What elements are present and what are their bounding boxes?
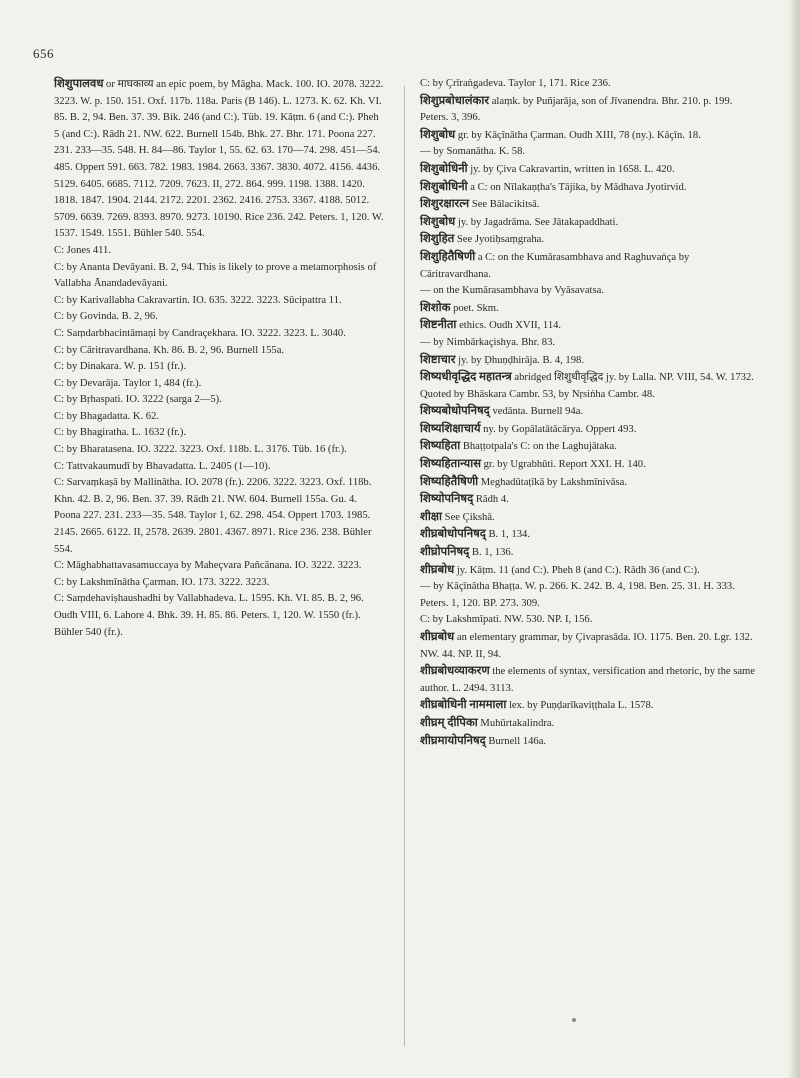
index-entry [420,612,760,629]
left-column [54,76,384,641]
index-entry [54,260,384,293]
entry-text: a C: on Nīlakaṇṭha's Tājika, by Mādhava Jyotirvid. [467,181,687,193]
entry-text: poet. Skm. [450,302,499,314]
page-number: 656 [33,46,54,61]
entry-text: C: by Govinda. B. 2, 96. [54,311,158,323]
entry-headword: शिशुप्रबोधालंकार [420,94,490,107]
index-entry [420,474,760,492]
entry-headword: शिष्यहिता [420,440,461,453]
index-entry [420,161,760,179]
index-entry [420,76,760,93]
entry-text: C: by Karivallabha Cakravartin. IO. 635. 3222. 3223. Sūcipattra 11. [54,294,342,306]
entry-headword: शिष्यहितैषिणी [420,475,479,488]
entry-text: C: by Çrīraṅgadeva. Taylor 1, 171. Rice 236. [420,78,611,89]
index-entry [420,283,760,300]
index-entry [54,475,384,558]
index-entry [54,575,384,592]
index-entry [54,459,384,476]
entry-text: Bhaṭṭotpala's C: on the Laghujātaka. [460,441,617,453]
entry-headword: शिशोक [420,301,451,314]
column-divider [404,86,405,1046]
entry-text: See Çikshā. [442,511,495,523]
entry-text: Muhūrtakalindra. [477,717,555,729]
entry-headword: शिष्टनीता [420,319,457,332]
index-entry [54,442,384,459]
index-entry [420,231,760,249]
entry-text: jy. Kāṭm. 11 (and C:). Pheh 8 (and C:). Rādh 36 (and C:). [454,564,700,576]
index-entry [420,352,760,370]
entry-headword: शिशुहित [420,233,455,246]
index-entry [420,93,760,127]
entry-text: C: by Devarāja. Taylor 1, 484 (fr.). [54,377,202,389]
entry-text: lex. by Puṇḍarīkaviṭṭhala L. 1578. [506,700,654,712]
entry-text: — on the Kumārasambhava by Vyāsavatsa. [420,285,604,297]
index-entry [420,456,760,474]
index-entry [54,309,384,326]
entry-text: C: Māghabhattavasamuccaya by Maheçvara Pañcānana. IO. 3222. 3223. [54,560,362,572]
entry-text: — by Somanātha. K. 58. [420,146,526,158]
entry-text: C: by Ananta Devāyani. B. 2, 94. This is likely to prove a metamorphosis of Vallabha Ānandadevāyani. [54,261,377,290]
entry-text: C: by Bhagadatta. K. 62. [54,410,160,422]
entry-headword: शीघ्रमायोपनिषद् [420,734,486,747]
index-entry [54,425,384,442]
entry-headword: शीघ्रबोध [420,631,455,643]
index-entry [420,127,760,145]
entry-headword: शीघ्रबोधिनी नाममाला [420,699,507,712]
index-entry [420,144,760,161]
entry-text: Rādh 4. [473,494,509,506]
entry-headword: शिशुबोधिनी [420,162,468,175]
entry-text: — by Kāçīnātha Bhaṭṭa. W. p. 266. K. 242. B. 4, 198. Ben. 25. 31. H. 333. Peters. 1, 120. BP. 273. 309. [420,581,735,609]
entry-text: C: by Bharatasena. IO. 3222. 3223. Oxf. 118b. L. 3176. Tüb. 16 (fr.). [54,444,347,456]
index-entry [54,591,384,641]
index-entry [54,359,384,376]
entry-text: a C: on the Kumārasambhava and Raghuvaṅça by Cāritravardhana. [420,251,690,280]
index-entry [420,438,760,456]
index-entry [420,544,760,562]
index-entry [420,421,760,439]
entry-headword: शिशुपालवध [54,78,104,90]
entry-text: C: Tattvakaumudī by Bhavadatta. L. 2405 (1—10). [54,460,271,472]
entry-text: Meghadūtaṭīkā by Lakshmīnivāsa. [478,476,627,488]
entry-text: — by Nimbārkaçishya. Bhr. 83. [420,336,556,348]
index-entry [420,697,760,715]
entry-headword: शिशुबोध [420,128,456,141]
entry-text: B. 1, 134. [485,529,530,541]
entry-text: See Bālacikitsā. [469,199,540,211]
entry-text: an elementary grammar, by Çivaprasāda. IO. 1175. Ben. 20. Lgr. 132. NW. 44. NP. II, 94. [420,632,753,660]
entry-headword: शीघ्रोपनिषद् [420,546,470,559]
right-column [420,76,760,750]
index-entry [54,409,384,426]
index-entry [420,179,760,197]
entry-text: B. 1, 136. [469,547,514,559]
entry-text: Burnell 146a. [485,735,547,747]
index-entry [420,579,760,612]
entry-headword: शीघ्रम् दीपिका [420,716,478,729]
entry-text: jy. by Çiva Cakravartin, written in 1658. L. 420. [467,163,675,175]
entry-headword: शिशुहितैषिणी [420,250,476,263]
entry-headword: शिष्योपनिषद् [420,493,474,506]
entry-text: C: by Bṛhaspati. IO. 3222 (sarga 2—5). [54,394,222,406]
index-entry [420,715,760,733]
entry-text: C: Jones 411. [54,244,111,256]
index-entry [54,76,384,243]
index-entry [420,562,760,580]
entry-text: jy. by Jagadrāma. See Jātakapaddhati. [455,216,619,228]
index-entry [420,733,760,751]
index-entry [54,243,384,260]
index-entry [420,317,760,335]
entry-headword: शीघ्रबोध [420,563,455,576]
entry-headword: शिष्यधीवृद्धिद महातन्त्र [420,371,512,384]
entry-text: jy. by Ḍhuṇḍhirāja. B. 4, 198. [455,354,584,366]
entry-headword: शिष्यबोधोपनिषद् [420,405,490,418]
entry-text: gr. by Kāçīnātha Çarman. Oudh XIII, 78 (ny.). Kāçīn. 18. [455,129,701,141]
entry-text: gr. by Ugrabhūti. Report XXI. H. 140. [480,459,646,471]
index-entry [54,558,384,575]
index-entry [54,343,384,360]
entry-headword: शीघ्रबोधव्याकरण [420,665,490,678]
index-entry [420,196,760,214]
index-entry [420,526,760,544]
entry-text: C: by Lakshmīnātha Çarman. IO. 173. 3222. 3223. [54,576,270,588]
index-entry [420,403,760,421]
entry-text: the elements of syntax, versification and rhetoric, by the same author. L. 2494. 3113. [420,666,756,694]
entry-headword: शिष्यशिक्षाचार्य [420,422,481,435]
entry-headword: शिशुबोध [420,215,456,228]
index-entry [420,509,760,527]
entry-headword: शिशुरक्षारत्न [420,198,470,211]
entry-text: C: Saṃdarbhacintāmaṇi by Candraçekhara. IO. 3222. 3223. L. 3040. [54,327,346,339]
entry-text: C: by Cāritravardhana. Kh. 86. B. 2, 96. Burnell 155a. [54,344,285,356]
index-entry [54,326,384,343]
index-entry [54,293,384,310]
entry-text: ny. by Gopālatātācārya. Oppert 493. [480,423,637,435]
index-entry [420,300,760,318]
index-entry [420,629,760,663]
index-entry [54,376,384,393]
entry-headword: शिशुबोधिनी [420,180,468,193]
entry-text: C: by Dinakara. W. p. 151 (fr.). [54,361,187,373]
index-entry [420,214,760,232]
entry-text: or माघकाव्य an epic poem, by Māgha. Mack. 100. IO. 2078. 3222. 3223. W. p. 150. 151. Oxf. 117b. 118a. Paris (B 146). L. 1273. K. 62. Kh. VI. 85. B. 2, 94. Ben. 37. 39. Bik. 246 (and C:). Tüb. 19. Kāṭm. 6 (and C:). Pheh 5 (and C:). Rādh 21. NW. 622. Burnell 154b. Bhk. 27. Bhr. 171. Poona 227. 231. 233—35. 548. H. 84—86. Taylor 1, 55. 62. 63. 170—74. 298. 451—54. 485. Oppert 591. 663. 782. 1983. 1984. 2663. 3367. 3830. 4072. 4156. 4436. 5129. 6405. 6685. 7112. 7209. 7623. II, 272. 864. 999. 1198. 1388. 1420. 1818. 1847. 1904. 2144. 2172. 2201. 2362. 2416. 2753. 3367. 4188. 5012. 5709. 6639. 7269. 8393. 8970. 9273. 10190. Rice 236. 242. Peters. 1, 120. W. 1537. 1549. 1551. Bühler 540. 554. [54,79,384,240]
index-entry [420,663,760,697]
entry-text: C: by Lakshmīpati. NW. 530. NP. I, 156. [420,614,593,626]
ink-dot [572,1018,576,1022]
entry-text: abridged शिशुधीवृद्धिद jy. by Lalla. NP. VIII, 54. W. 1732. Quoted by Bhāskara Cambr. 53, by Nṛsiṅha Cambr. 48. [420,372,754,400]
entry-text: See Jyotiḥsaṃgraha. [454,234,544,246]
entry-text: ethics. Oudh XVII, 114. [456,320,562,332]
index-entry [420,335,760,352]
entry-headword: शिष्टाचार [420,353,456,366]
entry-text: alaṃk. by Puñjarāja, son of Jīvanendra. Bhr. 210. p. 199. Peters. 3, 396. [420,95,733,124]
page-edge [788,0,800,1078]
index-entry [420,249,760,283]
index-entry [54,392,384,409]
entry-text: C: Sarvaṃkaṣā by Mallinātha. IO. 2078 (fr.). 2206. 3222. 3223. Oxf. 118b. Khn. 42. B. 2, 96. Ben. 37. 39. Rādh 21. NW. 604. Burnell 155a. Gu. 4. Poona 227. 231. 233—35. 548. Taylor 1, 62. 298. 454. Oppert 1703. 1985. 2145. 2665. 6122. II, 2578. 2639. 2801. 4367. 8971. Rice 236. 238. Bühler 554. [54,477,372,555]
entry-headword: शीक्षा [420,510,443,523]
entry-text: vedānta. Burnell 94a. [489,406,584,418]
index-entry [420,369,760,403]
entry-headword: शिष्यहितान्यास [420,458,481,471]
entry-headword: शीघ्रबोधोपनिषद् [420,528,486,541]
entry-text: C: Saṃdehaviṣhaushadhi by Vallabhadeva. L. 1595. Kh. VI. 85. B. 2, 96. Oudh VIII, 6. Lahore 4. Bhk. 39. H. 85. 86. Peters. 1, 120. W. 1550 (fr.). Bühler 540 (fr.). [54,593,364,638]
index-entry [420,491,760,509]
entry-text: C: by Bhagiratha. L. 1632 (fr.). [54,427,187,439]
